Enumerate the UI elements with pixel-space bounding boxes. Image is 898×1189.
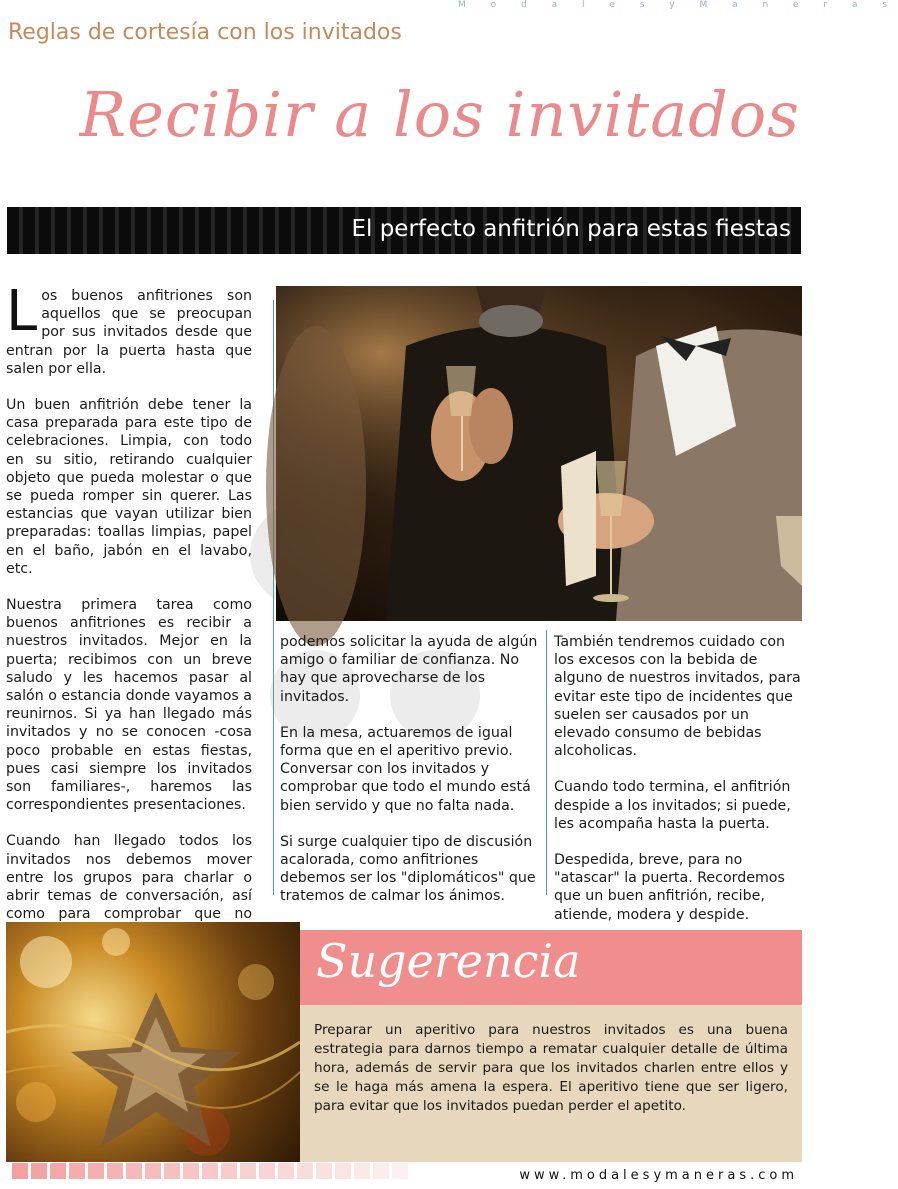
brand-header: M o d a l e s y M a n e r a s (458, 0, 898, 10)
suggestion-title: Sugerencia (316, 934, 581, 988)
paragraph: Nuestra primera tarea como buenos anfitriones es recibir a nuestros invitados. Mejor en la puerta; recibimos con un breve saludo y les hacemos pasar al salón o estancia donde vayamos a reunirnos. Si ya han llegado más invitados y no se conocen -cosa poco probable en estas fiestas, pues casi siempre los invitados son familiares-, haremos las correspondientes presentaciones. (6, 597, 252, 814)
suggestion-text: Preparar un aperitivo para nuestros invitados es una buena estrategia para darnos tiempo a rematar cualquier detalle de última hora, además de servir para que los invitados charlen entre ellos y se le haga más amena la espera. El aperitivo tiene que ser ligero, para evitar que los invitados puedan perder el apetito. (314, 1022, 788, 1114)
banner-text: El perfecto anfitrión para estas fiestas (351, 216, 791, 242)
footer-url[interactable]: www.modalesymaneras.com (519, 1168, 798, 1183)
paragraph: Cuando todo termina, el anfitrión despide a los invitados; si puede, les acompaña hasta la puerta. (554, 779, 791, 832)
decoration-photo (6, 922, 300, 1162)
article-column-1 (6, 279, 252, 978)
guests-photo (276, 286, 802, 621)
paragraph: También tendremos cuidado con los excesos con la bebida de alguno de nuestros invitados, para evitar este tipo de incidentes que suelen ser causados por un elevado consumo de bebidas alcoholicas. (554, 634, 801, 760)
paragraph: Si surge cualquier tipo de discusión acalorada, como anfitriones debemos ser los "diplomáticos" que tratemos de calmar los ánimos. (280, 833, 536, 905)
paragraph-text: os buenos anfitriones son aquellos que se preocupan por sus invitados desde que entran por la puerta hasta que salen por ella. (6, 288, 252, 377)
paragraph: podemos solicitar la ayuda de algún amigo o familiar de confianza. No hay que aprovecharse de los invitados. (280, 634, 538, 705)
section-title: Reglas de cortesía con los invitados (8, 20, 402, 45)
paragraph: En la mesa, actuaremos de igual forma que en el aperitivo previo. Conversar con los invitados y comprobar que todo el mundo está bien servido y que no falta nada. (280, 724, 531, 814)
christmas-ornament-illustration (6, 922, 300, 1162)
paragraph (6, 279, 252, 378)
subtitle-banner (7, 207, 801, 254)
column-divider (273, 300, 274, 895)
page-title: Recibir a los invitados (79, 78, 800, 151)
suggestion-header (300, 930, 802, 1005)
footer-decoration (12, 1163, 408, 1180)
article-column-2 (280, 633, 542, 924)
paragraph: Cuando han llegado todos los invitados nos debemos mover entre los grupos para charlar o abrir temas de conversación, así como para comprobar que no (6, 833, 252, 923)
article-column-3 (554, 633, 802, 942)
guests-illustration (276, 286, 802, 621)
drop-cap: L (6, 279, 38, 344)
suggestion-body (300, 1005, 802, 1162)
column-divider (546, 630, 547, 895)
paragraph: Un buen anfitrión debe tener la casa preparada para este tipo de celebraciones. Limpia, con todo en su sitio, retirando cualquier objeto que pueda molestar o que se pueda romper sin querer. Las estancias que vayan utilizar bien preparadas: toallas limpias, papel en el baño, jabón en el lavabo, etc. (6, 397, 252, 577)
paragraph: Despedida, breve, para no "atascar" la puerta. Recordemos que un buen anfitrión, recibe, atiende, modera y despide. (554, 852, 785, 923)
